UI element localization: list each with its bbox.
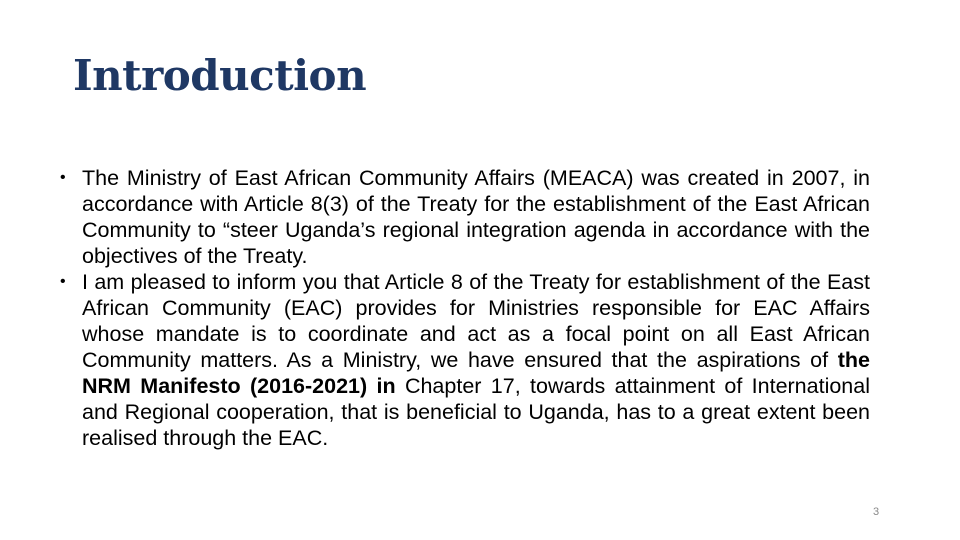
bullet-text: [82, 270, 870, 450]
bullet-text-segment: Chapter 17, towards attainment of International and Regional cooperation, that is beneficial to Uganda, has to a great extent been realised through the EAC.: [82, 374, 870, 450]
bullet-icon: •: [60, 273, 66, 290]
bullet-text-bold: the NRM Manifesto (2016-2021) in: [82, 348, 870, 398]
bullet-item-meaca: [60, 165, 870, 269]
bullet-icon: •: [60, 169, 66, 186]
bullet-list: [60, 165, 870, 451]
page-number: 3: [873, 506, 880, 518]
slide-title: Introduction: [73, 51, 367, 100]
bullet-text-segment: I am pleased to inform you that Article 8 of the Treaty for establishment of the East African Community (EAC) provides for Ministries responsible for EAC Affairs whose mandate is to coordinate and act as a focal point on all East African Community matters. As a Ministry, we have ensured that the aspirations of: [82, 270, 870, 372]
bullet-item-treaty: [60, 269, 870, 451]
bullet-text: The Ministry of East African Community Affairs (MEACA) was created in 2007, in accordance with Article 8(3) of the Treaty for the establishment of the East African Community to “steer Uganda’s regional integration agenda in accordance with the objectives of the Treaty.: [82, 166, 870, 268]
